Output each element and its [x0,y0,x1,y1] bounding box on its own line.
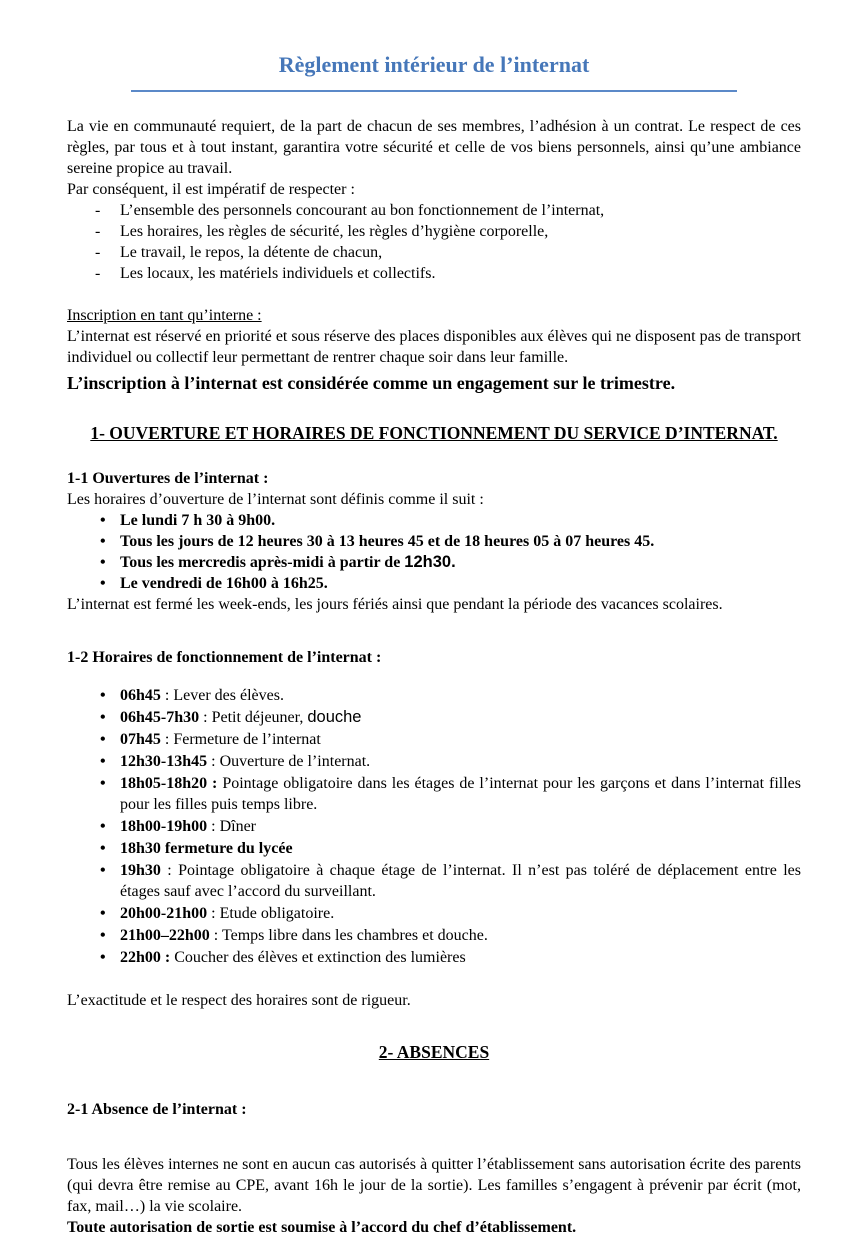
schedule-item [67,925,801,946]
list-item: - Les horaires, les règles de sécurité, les règles d’hygiène corporelle, [67,221,801,242]
bullet-text: Le lundi 7 h 30 à 9h00. [120,512,276,529]
inscription-body: L’internat est réservé en priorité et sous réserve des places disponibles aux élèves qui ne disposent pas de transport individuel ou collectif leur permettant de rentrer chaque soir dans leur famille. [67,328,801,366]
daily-schedule-list [67,685,801,968]
schedule-item [67,860,801,902]
schedule-text: : Petit déjeuner, [199,709,308,726]
schedule-item [67,816,801,837]
inscription-heading: Inscription en tant qu’interne : [67,307,262,324]
schedule-text: : Temps libre dans les chambres et douche. [209,927,488,944]
bullet-text: Tous les mercredis après-midi à partir de [120,554,405,571]
schedule-item [67,947,801,968]
schedule-time: 06h45 [120,687,161,704]
schedule-time: 18h00-19h00 [120,818,208,835]
schedule-text: : Ouverture de l’internat. [207,753,371,770]
schedule-item [67,838,801,859]
schedule-time: 07h45 [120,731,161,748]
respect-dash-list [67,200,801,284]
bullet-text: Tous les jours de 12 heures 30 à 13 heures 45 et de 18 heures 05 à 07 heures 45. [120,533,655,550]
list-item [67,531,801,552]
schedule-text: : Etude obligatoire. [207,905,335,922]
list-item [67,573,801,594]
list-item: - Les locaux, les matériels individuels et collectifs. [67,263,801,284]
schedule-time: 20h00-21h00 [120,905,208,922]
list-item: - Le travail, le repos, la détente de chacun, [67,242,801,263]
schedule-time: 18h05-18h20 : [120,775,218,792]
bullet-text: Le vendredi de 16h00 à 16h25. [120,575,328,592]
section-1-1-intro: Les horaires d’ouverture de l’internat sont définis comme il suit : [67,491,484,508]
schedule-text-alt-font: douche [307,708,362,726]
schedule-time: 12h30-13h45 [120,753,208,770]
punctuality-note: L’exactitude et le respect des horaires sont de rigueur. [67,992,411,1009]
schedule-time: 19h30 [120,862,161,879]
schedule-item [67,773,801,815]
absence-body: Tous les élèves internes ne sont en aucun cas autorisés à quitter l’établissement sans autorisation écrite des parents (qui devra être remise au CPE, avant 16h le jour de la sortie). Les familles s’engagent à prévenir par écrit (mot, fax, mail…) la vie scolaire. [67,1156,801,1215]
schedule-text: : Dîner [207,818,256,835]
schedule-item [67,751,801,772]
section-1-1-heading: 1-1 Ouvertures de l’internat : [67,470,269,487]
bullet-text-alt-font: 12h30. [404,553,456,571]
opening-hours-list [67,510,801,594]
section-1-heading: 1- OUVERTURE ET HORAIRES DE FONCTIONNEMENT DU SERVICE D’INTERNAT. [90,423,778,443]
section-2-1-heading: 2-1 Absence de l’internat : [67,1101,247,1118]
schedule-time: 06h45-7h30 [120,709,200,726]
schedule-text: : Pointage obligatoire à chaque étage de l’internat. Il n’est pas toléré de déplacement entre les étages sauf avec l’accord du surveillant. [120,862,801,900]
schedule-item [67,729,801,750]
section-1-2-heading: 1-2 Horaires de fonctionnement de l’internat : [67,649,382,666]
intro-paragraph: La vie en communauté requiert, de la part de chacun de ses membres, l’adhésion à un contrat. Le respect de ces règles, par tous et à tout instant, garantira votre sécurité et celle de vos biens personnels, ainsi qu’une ambiance sereine propice au travail. [67,118,801,177]
schedule-text: : Fermeture de l’internat [160,731,321,748]
schedule-time: 21h00–22h00 [120,927,210,944]
title-underline-rule [131,90,737,92]
intro-lead-in: Par conséquent, il est impératif de respecter : [67,181,355,198]
schedule-text: Coucher des élèves et extinction des lumières [170,949,466,966]
schedule-time: 18h30 fermeture du lycée [120,840,293,857]
schedule-text: : Lever des élèves. [160,687,284,704]
schedule-item [67,685,801,706]
absence-emphasis: Toute autorisation de sortie est soumise à l’accord du chef d’établissement. [67,1219,577,1236]
page-title: Règlement intérieur de l’internat [278,52,590,77]
inscription-emphasis: L’inscription à l’internat est considérée comme un engagement sur le trimestre. [67,373,676,393]
list-item [67,552,801,573]
schedule-item [67,903,801,924]
list-item [67,510,801,531]
list-item: - L’ensemble des personnels concourant au bon fonctionnement de l’internat, [67,200,801,221]
closed-periods-note: L’internat est fermé les week-ends, les jours fériés ainsi que pendant la période des vacances scolaires. [67,596,723,613]
schedule-time: 22h00 : [120,949,171,966]
schedule-item [67,707,801,728]
schedule-text: Pointage obligatoire dans les étages de l’internat pour les garçons et dans l’internat filles pour les filles puis temps libre. [120,775,801,813]
section-2-heading: 2- ABSENCES [378,1042,490,1062]
